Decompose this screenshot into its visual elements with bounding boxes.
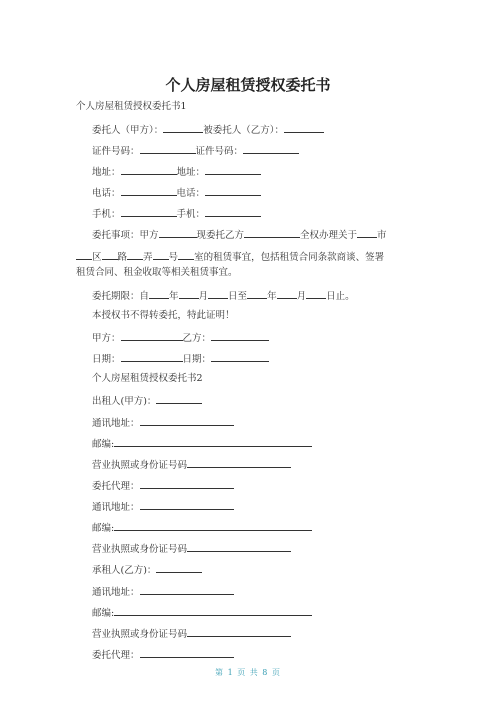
agent-line-2 [92,648,234,662]
party-line [92,331,269,345]
id-label-a: 证件号码： [92,146,140,157]
matter-b: 现委托乙方 [196,230,245,241]
blank-field [159,228,197,238]
blank-field [284,123,324,133]
blank-field [121,186,177,196]
mobile-label-a: 手机： [92,209,121,220]
matter-g: 弄 [143,252,153,263]
blank-field [211,352,269,362]
blank-field [114,437,312,447]
agent-label: 委托代理： [92,481,140,492]
blank-field [179,289,199,299]
license-line-2 [92,542,291,556]
matter-line [92,228,387,242]
principal-line [92,123,324,137]
license-label: 营业执照或身份证号码 [92,460,188,471]
mobile-line [92,207,261,221]
blank-field [163,123,203,133]
phone-label-a: 电话： [92,188,121,199]
matter-c: 全权办理关于 [300,230,358,241]
blank-field [140,144,196,154]
matter-f: 路 [117,252,128,263]
license-line-3 [92,627,291,641]
blank-field [244,228,300,238]
blank-field [121,352,183,362]
blank-field [247,289,267,299]
postcode-line-3 [92,606,312,620]
term-d: 日至 [228,291,248,302]
term-line [92,289,355,303]
blank-field [149,289,169,299]
document-title: 个人房屋租赁授权委托书 [165,76,331,94]
matter-d: 市 [377,230,387,241]
blank-field [306,289,326,299]
term-c: 月 [198,291,209,302]
blank-field [121,165,177,175]
mail-address-label: 通讯地址： [92,587,140,598]
blank-field [114,606,312,616]
mail-address-label: 通讯地址： [92,502,140,513]
term-f: 月 [296,291,307,302]
doc1-heading: 个人房屋租赁授权委托书1 [76,101,187,112]
blank-field [208,289,228,299]
term-g: 日止。 [326,291,355,302]
date-label-b: 日期： [182,354,212,365]
lessee-label: 承租人(乙方)： [92,565,157,576]
phone-line [92,186,261,200]
blank-field [178,250,194,260]
phone-label-b: 电话： [176,188,206,199]
blank-field [153,250,169,260]
postcode-label: 邮编: [92,608,115,619]
blank-field [114,521,312,531]
doc2-heading: 个人房屋租赁授权委托书2 [92,373,203,384]
blank-field [205,186,261,196]
mobile-label-b: 手机： [176,209,206,220]
mail-address-label: 通讯地址： [92,418,140,429]
blank-field [140,585,234,595]
blank-field [140,416,234,426]
page-footer: 第 1 页 共 8 页 [215,668,281,677]
blank-field [277,289,297,299]
agent-label: 被委托人（乙方）： [203,125,285,136]
blank-field [127,250,143,260]
id-label-b: 证件号码： [195,146,244,157]
term-b: 年 [169,291,179,302]
address-line [92,165,261,179]
blank-field [187,627,291,637]
blank-field [357,228,377,238]
blank-field [140,479,234,489]
id-line [92,144,299,158]
postcode-label: 邮编: [92,523,115,534]
blank-field [156,394,202,404]
mail-address-line-3 [92,585,234,599]
blank-field [121,331,183,341]
blank-field [187,542,291,552]
term-a: 委托期限：自 [92,291,150,302]
matter-a: 委托事项：甲方 [92,230,159,241]
postcode-line [92,437,312,451]
blank-field [76,250,92,260]
principal-label: 委托人（甲方）： [92,125,164,136]
matter-e: 区 [92,252,102,263]
party-b-label: 乙方： [182,333,212,344]
lessor-line [92,394,202,408]
date-label-a: 日期： [92,354,121,365]
date-line [92,352,269,366]
license-label: 营业执照或身份证号码 [92,629,188,640]
blank-field [205,207,261,217]
no-transfer-line: 本授权书不得转委托，特此证明！ [92,310,235,321]
mail-address-line [92,416,234,430]
blank-field [205,165,261,175]
blank-field [187,458,291,468]
term-e: 年 [267,291,277,302]
agent-line [92,479,234,493]
address-label-b: 地址： [176,167,206,178]
license-line [92,458,291,472]
lessee-line [92,563,202,577]
matter-h: 号 [168,252,179,263]
matter-i: 室的租赁事宜，包括租赁合同条款商谈、签署 [194,252,385,263]
matter-line-3: 租赁合同、租金收取等相关租赁事宜。 [76,267,238,278]
blank-field [140,648,234,658]
matter-line-2 [76,250,384,264]
blank-field [102,250,118,260]
blank-field [156,563,202,573]
blank-field [140,500,234,510]
postcode-line-2 [92,521,312,535]
party-a-label: 甲方： [92,333,121,344]
agent-label: 委托代理： [92,650,140,661]
license-label: 营业执照或身份证号码 [92,544,188,555]
address-label-a: 地址： [92,167,121,178]
mail-address-line-2 [92,500,234,514]
blank-field [121,207,177,217]
blank-field [243,144,299,154]
postcode-label: 邮编: [92,439,115,450]
blank-field [211,331,269,341]
lessor-label: 出租人(甲方)： [92,396,157,407]
